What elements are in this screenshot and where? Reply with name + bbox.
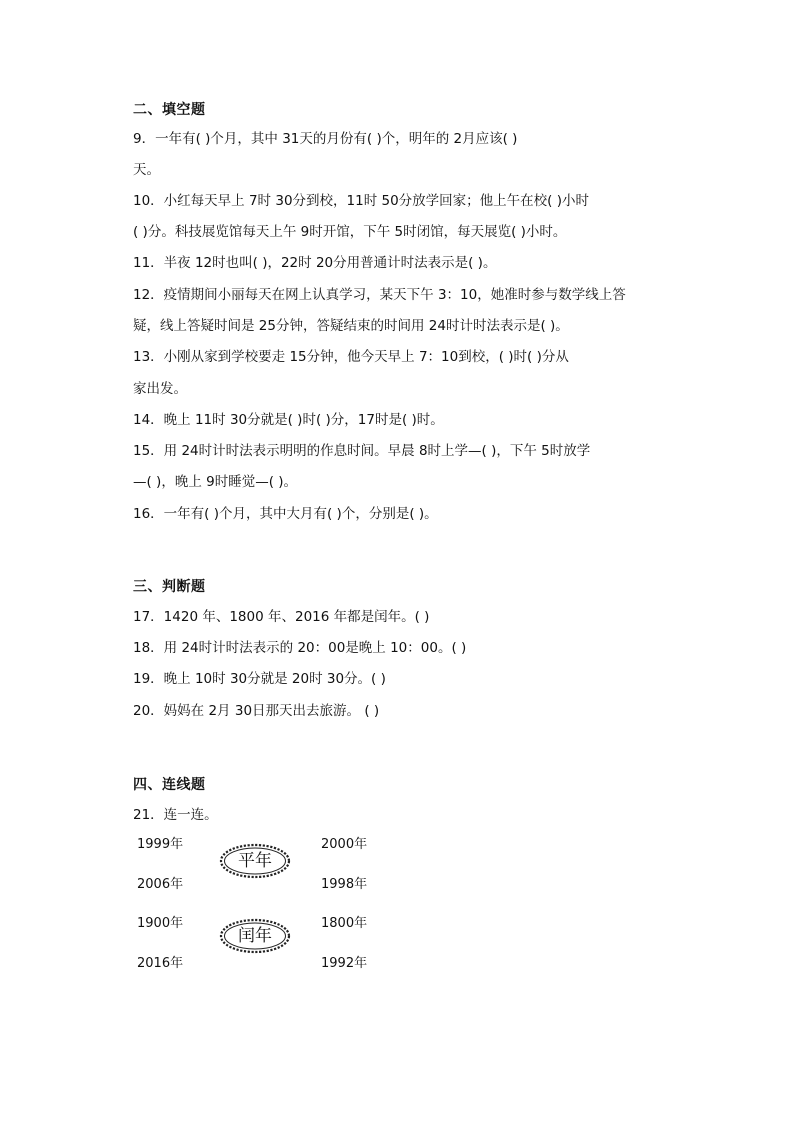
question-line: 18．用 24时计时法表示的 20：00是晚上 10：00。( ) (133, 640, 467, 656)
question-line: 15．用 24时计时法表示明明的作息时间。早晨 8时上学—( )，下午 5时放学 (133, 443, 591, 459)
year-right-3: 1800年 (321, 916, 368, 931)
question-line: 16．一年有( )个月，其中大月有( )个，分别是( )。 (133, 506, 438, 522)
year-left-1: 1999年 (137, 837, 184, 852)
common-year-label: 平年 (238, 851, 272, 871)
question-line: 9．一年有( )个月，其中 31天的月份有( )个，明年的 2月应该( ) (133, 131, 518, 147)
leap-year-label: 闰年 (238, 926, 272, 946)
question-line: 14．晚上 11时 30分就是( )时( )分，17时是( )时。 (133, 412, 444, 428)
leap-year-badge (218, 917, 292, 955)
question-line: 天。 (133, 162, 160, 178)
section-heading-true-false: 三、判断题 (133, 579, 206, 595)
question-line: 13．小刚从家到学校要走 15分钟，他今天早上 7：10到校，( )时( )分从 (133, 349, 569, 365)
question-line: 20．妈妈在 2月 30日那天出去旅游。 ( ) (133, 703, 380, 719)
question-line: 17．1420 年、1800 年、2016 年都是闰年。( ) (133, 609, 430, 625)
question-line: 11．半夜 12时也叫( )，22时 20分用普通计时法表示是( )。 (133, 255, 497, 271)
question-line: 12．疫情期间小丽每天在网上认真学习，某天下午 3：10，她准时参与数学线上答 (133, 287, 626, 303)
question-line: ( )分。科技展览馆每天上午 9时开馆，下午 5时闭馆，每天展览( )小时。 (133, 224, 567, 240)
section-heading-fill-blank: 二、填空题 (133, 102, 206, 118)
question-line: —( )，晚上 9时睡觉—( )。 (133, 474, 298, 490)
year-left-4: 2016年 (137, 956, 184, 971)
year-right-4: 1992年 (321, 956, 368, 971)
common-year-badge (218, 842, 292, 880)
question-line: 19．晚上 10时 30分就是 20时 30分。( ) (133, 671, 386, 687)
section-heading-matching: 四、连线题 (133, 777, 206, 793)
year-left-2: 2006年 (137, 877, 184, 892)
question-line: 疑，线上答疑时间是 25分钟，答疑结束的时间用 24时计时法表示是( )。 (133, 318, 569, 334)
year-right-1: 2000年 (321, 837, 368, 852)
question-line: 21．连一连。 (133, 807, 218, 823)
year-right-2: 1998年 (321, 877, 368, 892)
question-line: 10．小红每天早上 7时 30分到校，11时 50分放学回家；他上午在校( )小时 (133, 193, 589, 209)
question-line: 家出发。 (133, 381, 187, 397)
year-left-3: 1900年 (137, 916, 184, 931)
